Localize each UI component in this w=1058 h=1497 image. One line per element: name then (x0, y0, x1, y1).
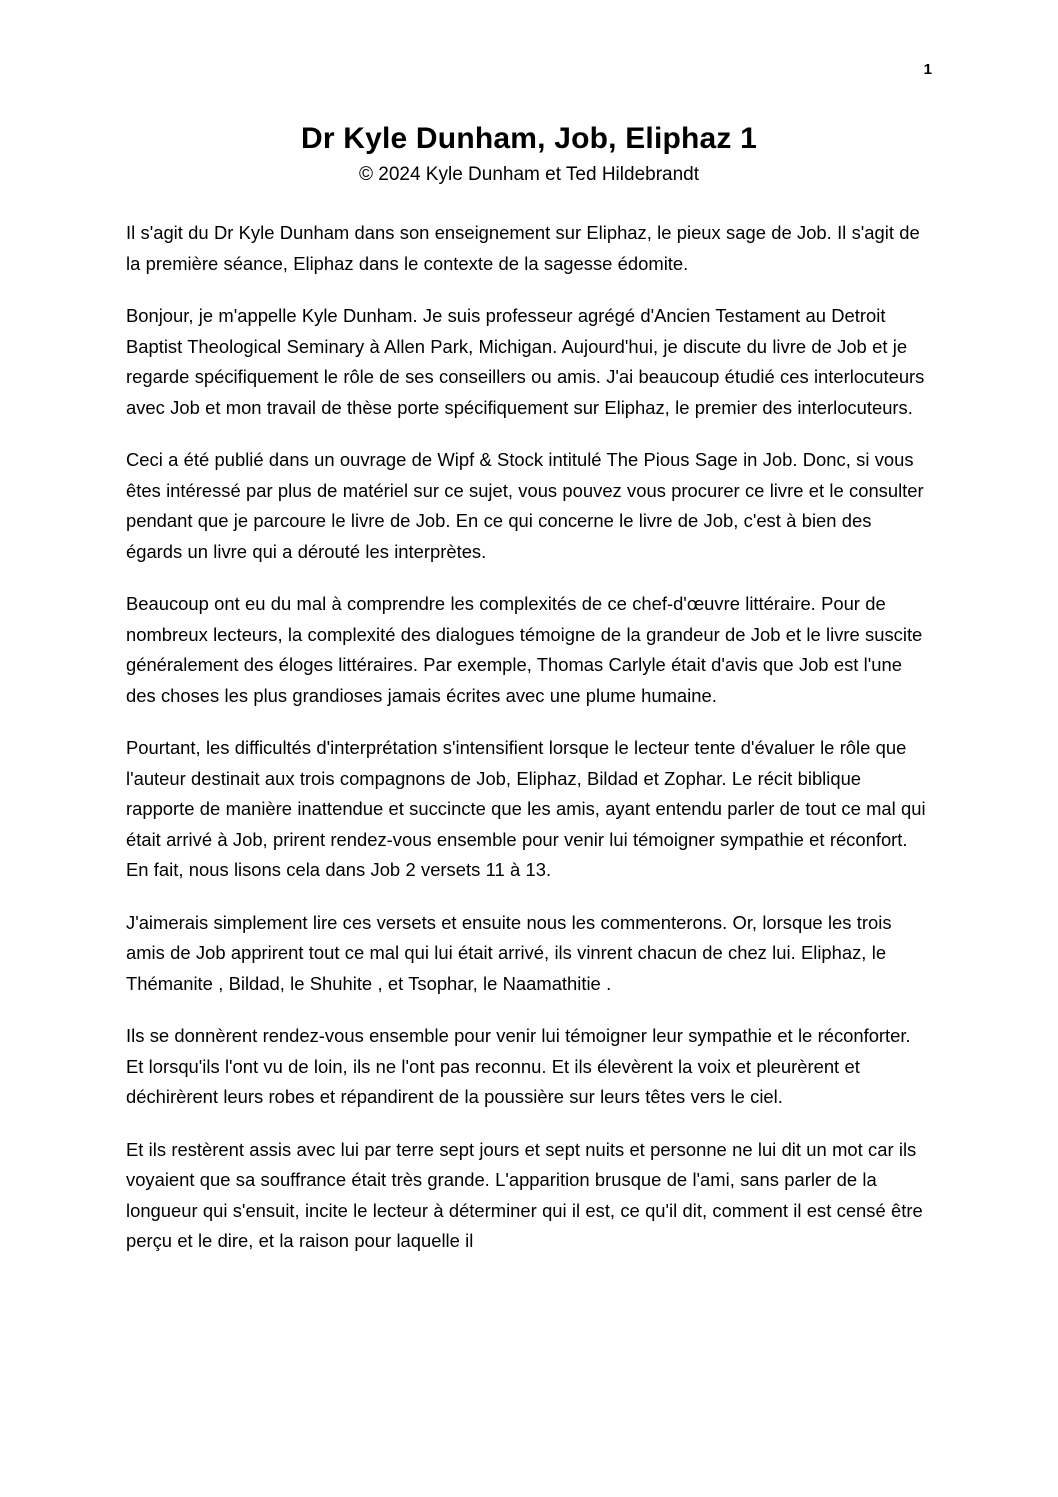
page-title: Dr Kyle Dunham, Job, Eliphaz 1 (300, 122, 758, 155)
paragraph: Beaucoup ont eu du mal à comprendre les complexités de ce chef-d'œuvre littéraire. Pour de nombreux lecteurs, la complexité des dialogues témoigne de la grandeur de Job et le livre suscite généralement des éloges littéraires. Par exemple, Thomas Carlyle était d'avis que Job est l'une des choses les plus grandioses jamais écrites avec une plume humaine. (126, 593, 923, 706)
paragraph: Pourtant, les difficultés d'interprétation s'intensifient lorsque le lecteur tente d'évaluer le rôle que l'auteur destinait aux trois compagnons de Job, Eliphaz, Bildad et Zophar. Le récit biblique rapporte de manière inattendue et succincte que les amis, ayant entendu parler de tout ce mal qui était arrivé à Job, prirent rendez-vous ensemble pour venir lui témoigner sympathie et réconfort. En fait, nous lisons cela dans Job 2 versets 11 à 13. (126, 737, 926, 880)
paragraph: Bonjour, je m'appelle Kyle Dunham. Je suis professeur agrégé d'Ancien Testament au Detroit Baptist Theological Seminary à Allen Park, Michigan. Aujourd'hui, je discute du livre de Job et je regarde spécifiquement le rôle de ses conseillers ou amis. J'ai beaucoup étudié ces interlocuteurs avec Job et mon travail de thèse porte spécifiquement sur Eliphaz, le premier des interlocuteurs. (126, 305, 925, 418)
paragraph: Ceci a été publié dans un ouvrage de Wipf & Stock intitulé The Pious Sage in Job. Donc, si vous êtes intéressé par plus de matériel sur ce sujet, vous pouvez vous procurer ce livre et le consulter pendant que je parcoure le livre de Job. En ce qui concerne le livre de Job, c'est à bien des égards un livre qui a dérouté les interprètes. (126, 449, 924, 562)
copyright-line: © 2024 Kyle Dunham et Ted Hildebrandt (358, 164, 700, 185)
paragraph: Ils se donnèrent rendez-vous ensemble pour venir lui témoigner leur sympathie et le réconforter. Et lorsqu'ils l'ont vu de loin, ils ne l'ont pas reconnu. Et ils élevèrent la voix et pleurèrent et déchirèrent leurs robes et répandirent de la poussière sur leurs têtes vers le ciel. (126, 1025, 911, 1107)
paragraph: Et ils restèrent assis avec lui par terre sept jours et sept nuits et personne ne lui dit un mot car ils voyaient que sa souffrance était très grande. L'apparition brusque de l'ami, sans parler de la longueur qui s'ensuit, incite le lecteur à déterminer qui il est, ce qu'il dit, comment il est censé être perçu et le dire, et la raison pour laquelle il (126, 1138, 923, 1251)
page-number: 1 (923, 61, 932, 78)
document-content (126, 122, 932, 1257)
paragraph: J'aimerais simplement lire ces versets et ensuite nous les commenterons. Or, lorsque les trois amis de Job apprirent tout ce mal qui lui était arrivé, ils vinrent chacun de chez lui. Eliphaz, le Thémanite , Bildad, le Shuhite , et Tsophar, le Naamathitie . (126, 911, 892, 994)
body-text (126, 218, 932, 1257)
paragraph: Il s'agit du Dr Kyle Dunham dans son enseignement sur Eliphaz, le pieux sage de Job. Il s'agit de la première séance, Eliphaz dans le contexte de la sagesse édomite. (126, 222, 920, 274)
